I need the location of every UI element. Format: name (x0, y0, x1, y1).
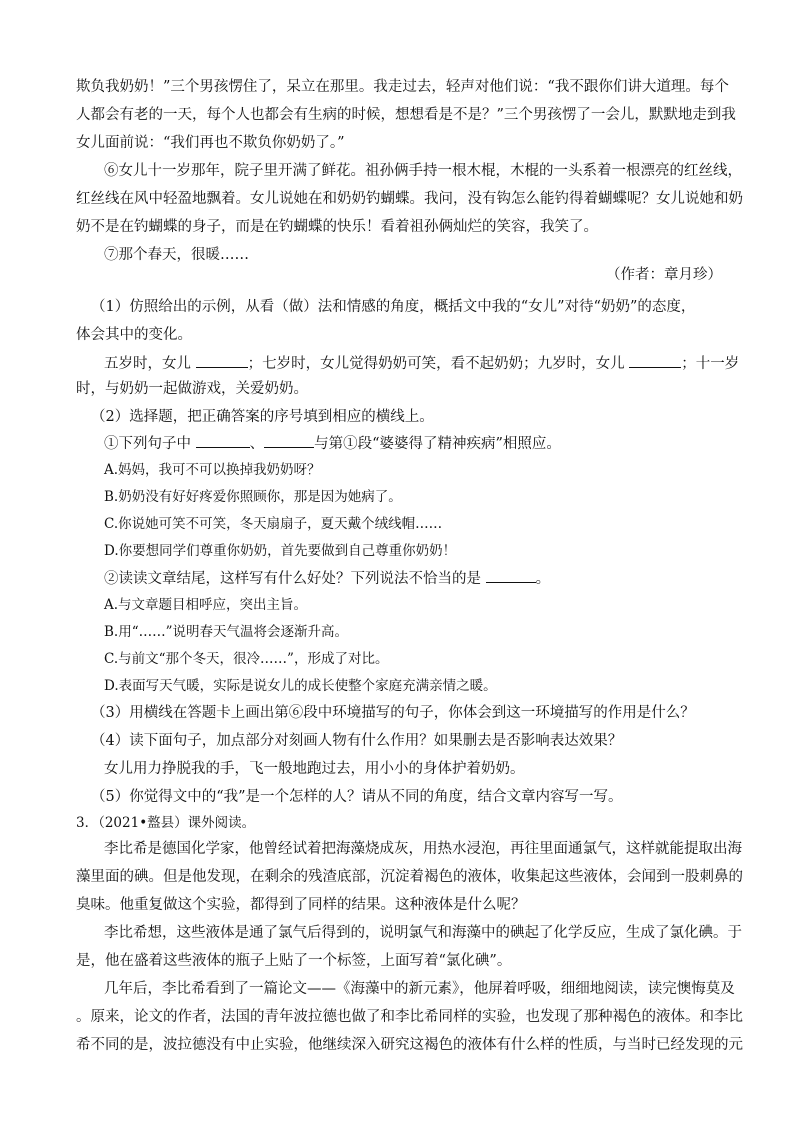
option-d: D.表面写天气暖，实际是说女儿的成长使整个家庭充满亲情之暖。 (104, 678, 497, 694)
answer-blank[interactable] (264, 433, 314, 448)
question-2-sub1-line (104, 433, 722, 454)
paragraph-6-line: ⑥女儿十一岁那年，院子里开满了鲜花。祖孙俩手持一根木棍，木棍的一头系着一根漂亮的红丝线， (104, 163, 742, 179)
story-text-line: 人都会有老的一天，每个人也都会有生病的时候，想想看是不是？”三个男孩愣了一会儿，默默地走到我 (76, 107, 736, 123)
reading-text-line: 几年后，李比希看到了一篇论文——《海藻中的新元素》，他屏着呼吸，细细地阅读，读完懊悔莫及 (104, 981, 735, 997)
question-1-line: （1）仿照给出的示例，从看（做）法和情感的角度，概括文中我的“女儿”对待“奶奶”的态度， (91, 299, 696, 315)
question-1-fill-line (104, 353, 740, 374)
text-segment: ①下列句子中 (104, 436, 196, 452)
reading-text-line: 。原来，论文的作者，法国的青年波拉德也做了和李比希同样的实验，也发现了那种褐色的液体。和李比 (76, 1009, 743, 1025)
question-2-sub2-line (104, 568, 722, 589)
paragraph-7-line: ⑦那个春天，很暖…… (104, 247, 249, 263)
question-5-line: （5）你觉得文中的“我”是一个怎样的人？请从不同的角度，结合文章内容写一写。 (91, 789, 623, 805)
option-b: B.奶奶没有好好疼爱你照顾你，那是因为她病了。 (104, 489, 402, 505)
answer-blank[interactable] (196, 353, 248, 368)
story-text-line: 女儿面前说：“我们再也不欺负你奶奶了。” (76, 135, 345, 151)
author-credit: （作者：章月珍） (606, 267, 722, 283)
text-segment: ；十一岁 (681, 356, 740, 372)
text-segment: 与第①段“婆婆得了精神疾病”相照应。 (314, 436, 561, 452)
paragraph-6-line: 红丝线在风中轻盈地飘着。女儿说她在和奶奶钓蝴蝶。我问，没有钩怎么能钓得着蝴蝶呢？女儿说她和奶 (76, 191, 743, 207)
text-segment: ②读读文章结尾，这样写有什么好处？下列说法不恰当的是 (104, 571, 486, 587)
section-3-heading: 3．（2021•盩县）课外阅读。 (76, 815, 256, 831)
option-c: C.你说她可笑不可笑，冬天扇扇子，夏天戴个绒线帽…… (104, 516, 443, 532)
question-1-line: 时，与奶奶一起做游戏，关爱奶奶。 (76, 381, 308, 397)
option-b: B.用“……”说明春天气温将会逐渐升高。 (104, 624, 349, 640)
paragraph-6-line: 奶不是在钓蝴蝶的身子，而是在钓蝴蝶的快乐！看着祖孙俩灿烂的笑容，我笑了。 (76, 219, 598, 235)
reading-text-line: 希不同的是，波拉德没有中止实验，他继续深入研究这褐色的液体有什么样的性质，与当时已经发现的元 (76, 1037, 743, 1053)
question-2-line: （2）选择题，把正确答案的序号填到相应的横线上。 (91, 409, 434, 425)
quoted-sentence: 女儿用力挣脱我的手，飞一般地跑过去，用小小的身体护着奶奶。 (104, 761, 525, 777)
text-segment: 、 (249, 436, 265, 452)
reading-text-line: 藻里面的碘。但是他发现，在剩余的残渣底部，沉淀着褐色的液体，收集起这些液体，会闻到一股刺鼻的 (76, 869, 743, 885)
option-a: A.妈妈，我可不可以换掉我奶奶呀？ (104, 462, 321, 478)
story-text-line: 欺负我奶奶！”三个男孩愣住了，呆立在那里。我走过去，轻声对他们说：“我不跟你们讲大道理。每个 (76, 79, 729, 95)
question-3-line: （3）用横线在答题卡上画出第⑥段中环境描写的句子，你体会到这一环境描写的作用是什么？ (91, 705, 695, 721)
reading-text-line: 李比希想，这些液体是通了氯气后得到的，说明氯气和海藻中的碘起了化学反应，生成了氯化碘。于 (104, 925, 742, 941)
text-segment: 五岁时，女儿 (104, 356, 196, 372)
answer-blank[interactable] (486, 568, 536, 583)
answer-blank[interactable] (196, 433, 250, 448)
question-1-line: 体会其中的变化。 (76, 327, 192, 343)
text-segment: ；七岁时，女儿觉得奶奶可笑，看不起奶奶；九岁时，女儿 (247, 356, 630, 372)
reading-text-line: 是，他在盛着这些液体的瓶子上贴了一个标签，上面写着“氯化碘”。 (76, 953, 512, 969)
question-4-line: （4）读下面句子，加点部分对刻画人物有什么作用？如果删去是否影响表达效果？ (91, 733, 623, 749)
text-segment: 。 (535, 571, 551, 587)
option-c: C.与前文“那个冬天，很冷……”，形成了对比。 (104, 651, 389, 667)
option-d: D.你要想同学们尊重你奶奶，首先要做到自己尊重你奶奶！ (104, 543, 457, 559)
reading-text-line: 李比希是德国化学家，他曾经试着把海藻烧成灰，用热水浸泡，再往里面通氯气，这样就能提取出海 (104, 841, 742, 857)
answer-blank[interactable] (629, 353, 681, 368)
option-a: A.与文章题目相呼应，突出主旨。 (104, 597, 308, 613)
reading-text-line: 臭味。他重复做这个实验，都得到了同样的结果。这种液体是什么呢？ (76, 897, 526, 913)
